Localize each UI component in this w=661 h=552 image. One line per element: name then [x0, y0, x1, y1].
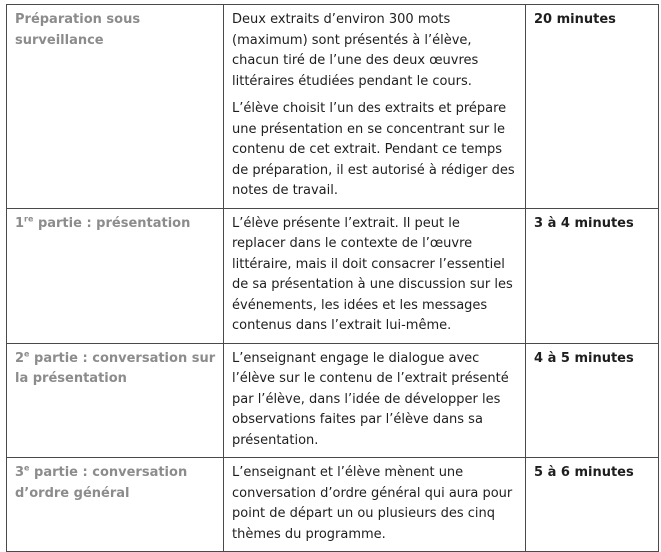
- table-row: [7, 458, 659, 552]
- row-label: [7, 5, 224, 209]
- row-label-number: 3: [15, 465, 25, 480]
- row-label-ordinal-suffix: re: [24, 214, 34, 224]
- row-description: [224, 208, 526, 343]
- row-duration: 3 à 4 minutes: [526, 208, 659, 343]
- exam-structure-table-container: [6, 4, 658, 552]
- table-row: [7, 208, 659, 343]
- description-paragraph: L’élève présente l’extrait. Il peut le replacer dans le contexte de l’œuvre littéraire, mais il doit consacrer l’essentiel de sa présentation à une discussion sur les événements, les idées et les messages contenus dans l’extrait lui-même.: [232, 215, 513, 333]
- row-description: [224, 458, 526, 552]
- row-label-text: partie : conversation sur la présentation: [15, 350, 216, 386]
- row-label-ordinal-suffix: e: [24, 349, 30, 359]
- description-paragraph: L’enseignant engage le dialogue avec l’élève sur le contenu de l’extrait présenté par l’élève, dans l’idée de développer les observations faites par l’élève dans sa présentation.: [232, 350, 509, 448]
- row-label-text: partie : présentation: [33, 215, 191, 231]
- table-row: [7, 343, 659, 458]
- exam-structure-table: [6, 4, 659, 552]
- row-label-number: 1: [15, 215, 25, 231]
- row-duration: 4 à 5 minutes: [526, 343, 659, 458]
- description-paragraph: L’enseignant et l’élève mènent une conversation d’ordre général qui aura pour point de départ un ou plusieurs des cinq thèmes du programme.: [232, 465, 513, 542]
- row-label-text: Préparation sous surveillance: [15, 12, 141, 48]
- row-duration: 5 à 6 minutes: [526, 458, 659, 552]
- row-label-text: partie : conversation d’ordre général: [15, 465, 188, 501]
- description-paragraph: Deux extraits d’environ 300 mots (maximum) sont présentés à l’élève, chacun tiré de l’une des deux œuvres littéraires étudiées pendant le cours.: [232, 12, 479, 89]
- row-label-number: 2: [15, 350, 25, 366]
- row-label: [7, 343, 224, 458]
- row-label: [7, 208, 224, 343]
- table-row: [7, 5, 659, 209]
- row-label: [7, 458, 224, 552]
- row-description: [224, 343, 526, 458]
- description-paragraph: L’élève choisit l’un des extraits et prépare une présentation en se concentrant sur le contenu de cet extrait. Pendant ce temps de préparation, il est autorisé à rédiger des notes de travail.: [232, 101, 515, 198]
- row-description: [224, 5, 526, 209]
- row-duration: 20 minutes: [526, 5, 659, 209]
- row-label-ordinal-suffix: e: [24, 463, 30, 473]
